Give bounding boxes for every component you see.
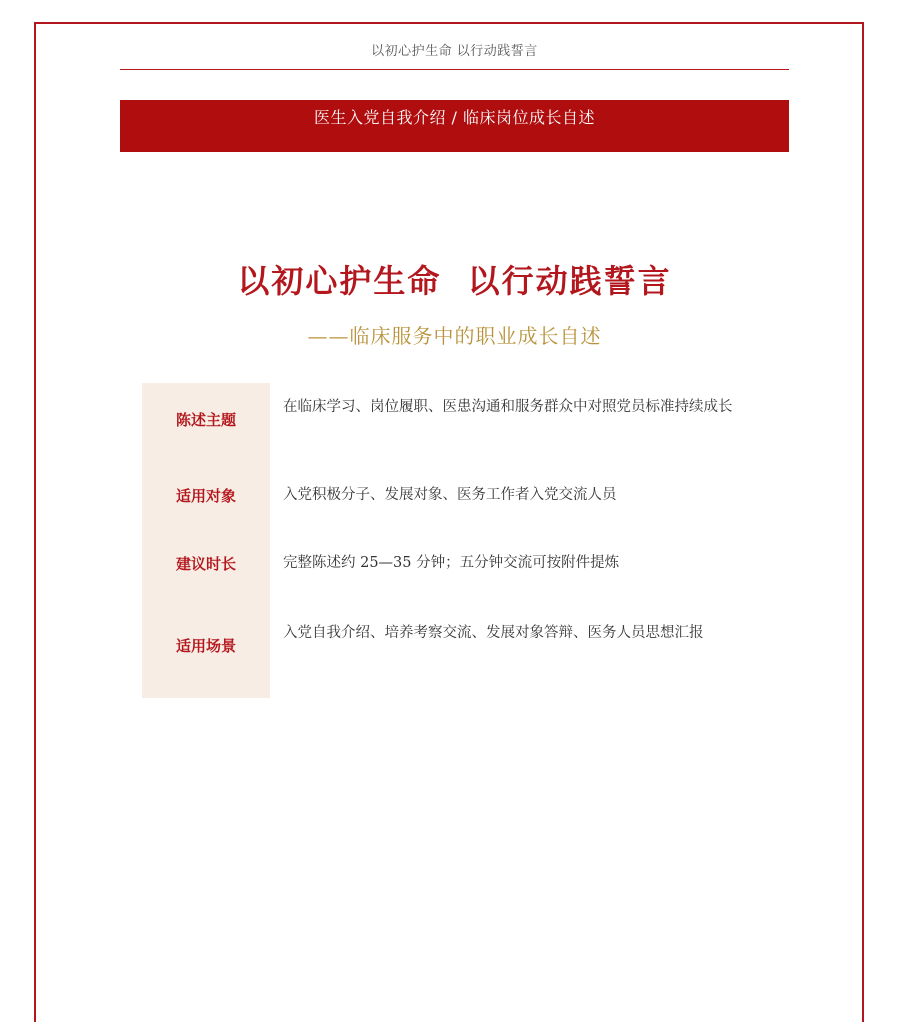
info-label: 适用对象: [175, 487, 236, 505]
info-value: 完整陈述约 25—35 分钟；五分钟交流可按附件提炼: [283, 555, 620, 571]
running-header: 以初心护生命 以行动践誓言: [371, 44, 538, 59]
info-value: 入党自我介绍、培养考察交流、发展对象答辩、医务人员思想汇报: [283, 625, 704, 641]
info-label: 陈述主题: [175, 411, 236, 429]
sub-title: ——临床服务中的职业成长自述: [307, 324, 602, 348]
header-divider: [120, 69, 789, 70]
title-banner: 医生入党自我介绍 / 临床岗位成长自述: [120, 100, 789, 152]
info-value: 入党积极分子、发展对象、医务工作者入党交流人员: [283, 487, 617, 503]
main-title: 以初心护生命 以行动践誓言: [237, 262, 672, 300]
info-label: 建议时长: [175, 555, 236, 573]
info-label: 适用场景: [175, 637, 236, 655]
info-value: 在临床学习、岗位履职、医患沟通和服务群众中对照党员标准持续成长: [283, 399, 733, 415]
